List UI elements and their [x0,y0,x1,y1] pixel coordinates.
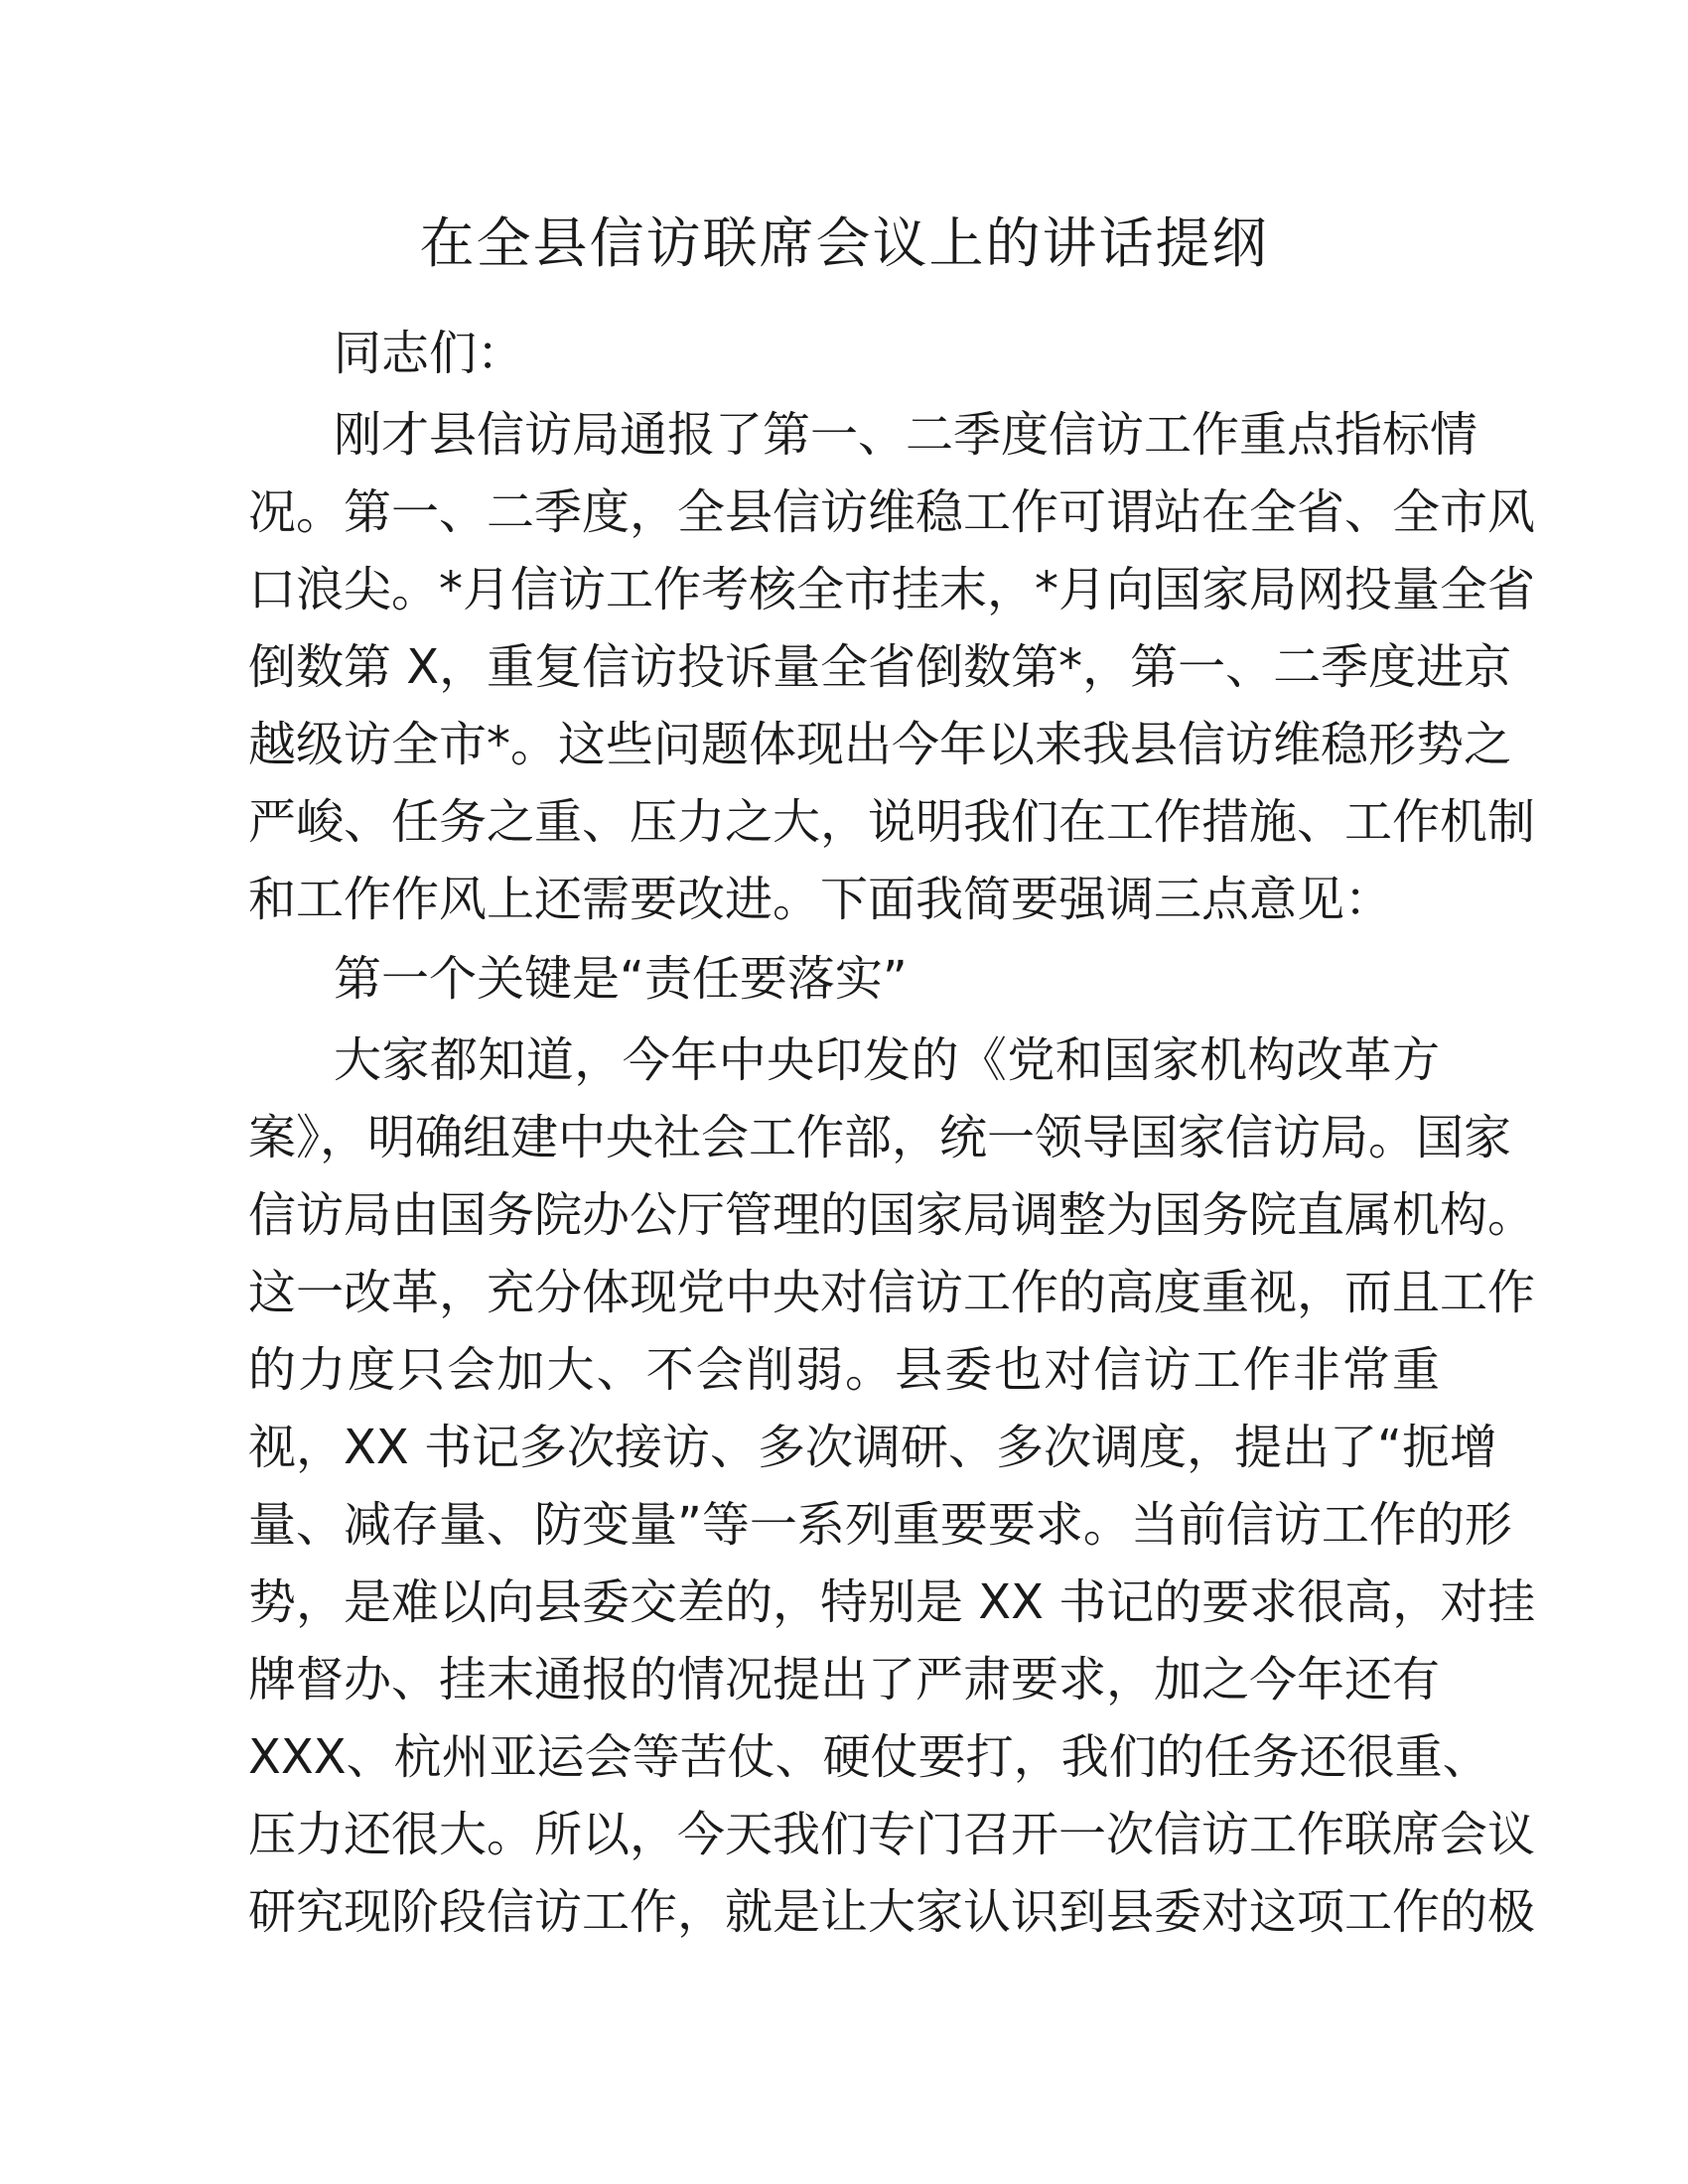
section-heading: 第一个关键是“责任要落实” [334,951,908,1007]
paragraph-1-line: 倒数第 X，重复信访投诉量全省倒数第*，第一、二季度进京 [248,639,1512,695]
paragraph-2-line: 牌督办、挂末通报的情况提出了严肃要求，加之今年还有 [248,1652,1441,1707]
paragraph-2-line: 研究现阶段信访工作，就是让大家认识到县委对这项工作的极 [248,1884,1536,1940]
paragraph-2-line: 案》，明确组建中央社会工作部，统一领导国家信访局。国家 [248,1110,1512,1165]
paragraph-1-line: 刚才县信访局通报了第一、二季度信访工作重点指标情 [334,407,1478,463]
paragraph-2-line: 信访局由国务院办公厅管理的国家局调整为国务院直属机构。 [248,1187,1536,1243]
paragraph-2-line: 压力还很大。所以，今天我们专门召开一次信访工作联席会议 [248,1807,1536,1862]
paragraph-2-line: 视，XX 书记多次接访、多次调研、多次调度，提出了“扼增 [248,1420,1497,1475]
paragraph-1-line: 严峻、任务之重、压力之大，说明我们在工作措施、工作机制 [248,794,1536,850]
paragraph-2-line: 大家都知道，今年中央印发的《党和国家机构改革方 [334,1032,1440,1088]
document-title: 在全县信访联席会议上的讲话提纲 [419,211,1269,275]
paragraph-2-line: 的力度只会加大、不会削弱。县委也对信访工作非常重 [248,1342,1440,1398]
paragraph-1-line: 越级访全市*。这些问题体现出今年以来我县信访维稳形势之 [248,717,1512,772]
paragraph-2-line: 量、减存量、防变量”等一系列重要要求。当前信访工作的形 [248,1497,1512,1553]
paragraph-2-line: 势，是难以向县委交差的，特别是 XX 书记的要求很高，对挂 [248,1574,1536,1630]
paragraph-2-line: XXX、杭州亚运会等苦仗、硬仗要打，我们的任务还很重、 [248,1729,1490,1785]
paragraph-2-line: 这一改革，充分体现党中央对信访工作的高度重视，而且工作 [248,1265,1536,1320]
paragraph-1-line: 况。第一、二季度，全县信访维稳工作可谓站在全省、全市风 [248,484,1536,540]
salutation: 同志们： [334,326,525,381]
paragraph-1-line: 口浪尖。*月信访工作考核全市挂末，*月向国家局网投量全省 [248,562,1536,617]
paragraph-1-line: 和工作作风上还需要改进。下面我简要强调三点意见： [248,872,1393,927]
